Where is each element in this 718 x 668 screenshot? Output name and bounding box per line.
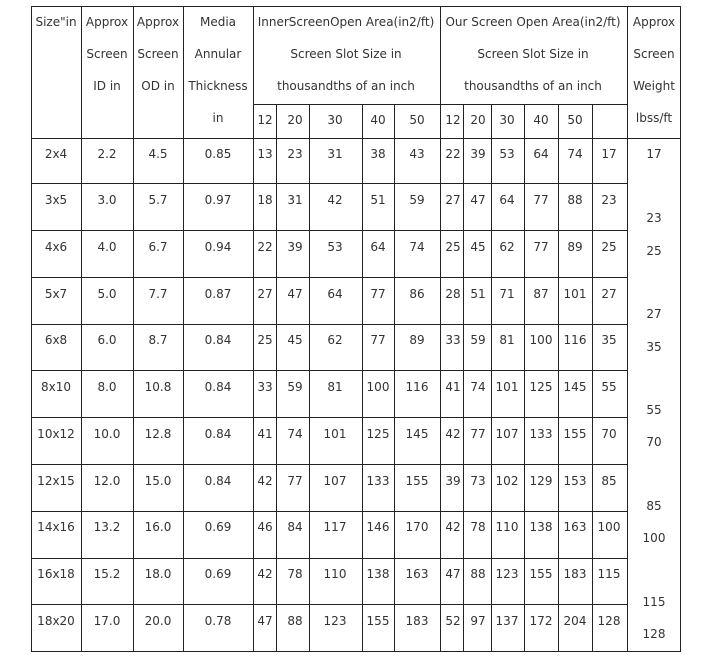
cell-inner-open-area: 43 xyxy=(409,147,425,161)
cell-screen-id: 17.0 xyxy=(93,614,121,628)
cell-our-open-area: 183 xyxy=(563,567,587,581)
cell-our-extra: 85 xyxy=(601,474,617,488)
cell-inner-open-area: 64 xyxy=(370,240,386,254)
cell-inner-open-area: 62 xyxy=(327,333,343,347)
cell-media-thickness: 0.84 xyxy=(204,474,232,488)
screen-weight-header: Screen xyxy=(633,47,675,61)
inner-slot-size-header: 40 xyxy=(370,113,386,127)
cell-our-open-area: 77 xyxy=(533,193,549,207)
media-thickness-header: Media xyxy=(199,15,237,29)
cell-our-open-area: 107 xyxy=(495,427,519,441)
cell-our-open-area: 204 xyxy=(563,614,587,628)
cell-our-open-area: 45 xyxy=(470,240,486,254)
cell-screen-id: 8.0 xyxy=(97,380,117,394)
cell-inner-open-area: 183 xyxy=(405,614,429,628)
cell-our-open-area: 172 xyxy=(529,614,553,628)
slot-column-divider xyxy=(276,104,277,652)
cell-size: 12x15 xyxy=(37,474,75,488)
screen-id-header: Approx xyxy=(85,15,129,29)
cell-size: 8x10 xyxy=(40,380,72,394)
cell-our-extra: 115 xyxy=(597,567,621,581)
cell-inner-open-area: 25 xyxy=(257,333,273,347)
cell-size: 4x6 xyxy=(44,240,68,254)
cell-inner-open-area: 155 xyxy=(366,614,390,628)
cell-our-open-area: 73 xyxy=(470,474,486,488)
cell-screen-weight: 17 xyxy=(646,147,662,161)
cell-screen-id: 4.0 xyxy=(97,240,117,254)
our-open-area-header: Screen Slot Size in xyxy=(477,47,589,61)
cell-inner-open-area: 39 xyxy=(287,240,303,254)
slot-column-divider xyxy=(592,104,593,652)
cell-our-open-area: 64 xyxy=(499,193,515,207)
cell-screen-id: 3.0 xyxy=(97,193,117,207)
cell-screen-weight: 128 xyxy=(642,627,666,641)
screen-od-header: Screen xyxy=(137,47,179,61)
cell-our-open-area: 74 xyxy=(567,147,583,161)
cell-our-open-area: 138 xyxy=(529,520,553,534)
cell-inner-open-area: 163 xyxy=(405,567,429,581)
cell-size: 10x12 xyxy=(37,427,75,441)
media-thickness-header: Annular xyxy=(194,47,242,61)
cell-screen-weight: 100 xyxy=(642,531,666,545)
cell-our-open-area: 155 xyxy=(563,427,587,441)
cell-our-open-area: 125 xyxy=(529,380,553,394)
cell-our-open-area: 47 xyxy=(470,193,486,207)
cell-inner-open-area: 110 xyxy=(323,567,347,581)
cell-our-open-area: 153 xyxy=(563,474,587,488)
cell-our-open-area: 116 xyxy=(563,333,587,347)
cell-our-open-area: 163 xyxy=(563,520,587,534)
slot-column-divider xyxy=(362,104,363,652)
cell-inner-open-area: 116 xyxy=(405,380,429,394)
column-divider xyxy=(680,6,681,652)
cell-screen-od: 7.7 xyxy=(148,287,168,301)
cell-media-thickness: 0.94 xyxy=(204,240,232,254)
cell-inner-open-area: 81 xyxy=(327,380,343,394)
row-divider xyxy=(31,370,628,371)
screen-weight-header: Weight xyxy=(633,79,675,93)
cell-our-open-area: 101 xyxy=(495,380,519,394)
cell-inner-open-area: 77 xyxy=(287,474,303,488)
our-open-area-header: thousandths of an inch xyxy=(464,79,602,93)
column-divider xyxy=(31,6,32,652)
cell-media-thickness: 0.84 xyxy=(204,427,232,441)
column-divider xyxy=(627,6,628,652)
cell-screen-id: 5.0 xyxy=(97,287,117,301)
media-thickness-header: in xyxy=(212,111,224,125)
cell-screen-od: 8.7 xyxy=(148,333,168,347)
media-thickness-header: Thickness xyxy=(188,79,248,93)
cell-our-open-area: 22 xyxy=(445,147,461,161)
cell-size: 6x8 xyxy=(44,333,68,347)
cell-our-extra: 128 xyxy=(597,614,621,628)
cell-inner-open-area: 47 xyxy=(257,614,273,628)
our-slot-size-header: 30 xyxy=(499,113,515,127)
cell-inner-open-area: 33 xyxy=(257,380,273,394)
cell-screen-weight: 35 xyxy=(646,340,662,354)
cell-our-extra: 55 xyxy=(601,380,617,394)
cell-inner-open-area: 64 xyxy=(327,287,343,301)
cell-our-extra: 25 xyxy=(601,240,617,254)
slot-column-divider xyxy=(558,104,559,652)
row-divider xyxy=(31,511,628,512)
cell-inner-open-area: 133 xyxy=(366,474,390,488)
row-divider xyxy=(31,464,628,465)
inner-slot-size-header: 50 xyxy=(409,113,425,127)
cell-our-open-area: 27 xyxy=(445,193,461,207)
screen-weight-header: Approx xyxy=(632,15,676,29)
cell-our-open-area: 62 xyxy=(499,240,515,254)
cell-inner-open-area: 77 xyxy=(370,287,386,301)
cell-our-open-area: 64 xyxy=(533,147,549,161)
cell-inner-open-area: 31 xyxy=(327,147,343,161)
cell-media-thickness: 0.87 xyxy=(204,287,232,301)
cell-inner-open-area: 145 xyxy=(405,427,429,441)
cell-inner-open-area: 138 xyxy=(366,567,390,581)
cell-size: 16x18 xyxy=(37,567,75,581)
cell-inner-open-area: 23 xyxy=(287,147,303,161)
cell-inner-open-area: 101 xyxy=(323,427,347,441)
cell-our-open-area: 42 xyxy=(445,520,461,534)
inner-open-area-header: Screen Slot Size in xyxy=(290,47,402,61)
cell-inner-open-area: 59 xyxy=(287,380,303,394)
cell-our-open-area: 28 xyxy=(445,287,461,301)
cell-our-open-area: 77 xyxy=(533,240,549,254)
cell-our-open-area: 59 xyxy=(470,333,486,347)
cell-media-thickness: 0.78 xyxy=(204,614,232,628)
cell-our-open-area: 51 xyxy=(470,287,486,301)
cell-media-thickness: 0.85 xyxy=(204,147,232,161)
cell-our-open-area: 25 xyxy=(445,240,461,254)
cell-screen-id: 13.2 xyxy=(93,520,121,534)
cell-our-open-area: 87 xyxy=(533,287,549,301)
cell-inner-open-area: 13 xyxy=(257,147,273,161)
cell-our-open-area: 74 xyxy=(470,380,486,394)
cell-our-open-area: 110 xyxy=(495,520,519,534)
cell-our-open-area: 145 xyxy=(563,380,587,394)
cell-inner-open-area: 170 xyxy=(405,520,429,534)
screen-od-header: Approx xyxy=(136,15,180,29)
cell-our-extra: 23 xyxy=(601,193,617,207)
slot-column-divider xyxy=(394,104,395,652)
row-divider xyxy=(31,183,628,184)
cell-our-open-area: 33 xyxy=(445,333,461,347)
cell-our-open-area: 88 xyxy=(567,193,583,207)
row-divider xyxy=(31,558,628,559)
inner-slot-size-header: 20 xyxy=(287,113,303,127)
cell-size: 18x20 xyxy=(37,614,75,628)
cell-inner-open-area: 77 xyxy=(370,333,386,347)
slot-column-divider xyxy=(309,104,310,652)
our-slot-size-header: 20 xyxy=(470,113,486,127)
cell-inner-open-area: 18 xyxy=(257,193,273,207)
cell-screen-weight: 27 xyxy=(646,307,662,321)
cell-inner-open-area: 78 xyxy=(287,567,303,581)
cell-inner-open-area: 86 xyxy=(409,287,425,301)
column-divider xyxy=(183,6,184,652)
our-slot-size-header: 50 xyxy=(567,113,583,127)
cell-screen-weight: 70 xyxy=(646,435,662,449)
cell-screen-id: 2.2 xyxy=(97,147,117,161)
cell-screen-weight: 115 xyxy=(642,595,666,609)
cell-screen-weight: 85 xyxy=(646,499,662,513)
cell-size: 5x7 xyxy=(44,287,68,301)
row-divider xyxy=(31,604,628,605)
screen-id-header: ID in xyxy=(93,79,121,93)
cell-our-open-area: 41 xyxy=(445,380,461,394)
cell-inner-open-area: 74 xyxy=(409,240,425,254)
row-divider xyxy=(31,651,681,652)
inner-open-area-header: thousandths of an inch xyxy=(277,79,415,93)
cell-our-open-area: 137 xyxy=(495,614,519,628)
cell-inner-open-area: 41 xyxy=(257,427,273,441)
cell-screen-weight: 23 xyxy=(646,211,662,225)
cell-screen-id: 15.2 xyxy=(93,567,121,581)
cell-screen-od: 20.0 xyxy=(144,614,172,628)
cell-inner-open-area: 84 xyxy=(287,520,303,534)
cell-our-open-area: 97 xyxy=(470,614,486,628)
cell-inner-open-area: 42 xyxy=(257,474,273,488)
cell-our-open-area: 100 xyxy=(529,333,553,347)
cell-screen-od: 16.0 xyxy=(144,520,172,534)
cell-media-thickness: 0.97 xyxy=(204,193,232,207)
screen-weight-header: lbss/ft xyxy=(635,111,673,125)
cell-inner-open-area: 42 xyxy=(327,193,343,207)
cell-our-open-area: 129 xyxy=(529,474,553,488)
row-divider xyxy=(31,324,628,325)
column-divider xyxy=(81,6,82,652)
cell-our-open-area: 47 xyxy=(445,567,461,581)
cell-screen-od: 12.8 xyxy=(144,427,172,441)
cell-our-open-area: 71 xyxy=(499,287,515,301)
slot-column-divider xyxy=(524,104,525,652)
cell-our-open-area: 88 xyxy=(470,567,486,581)
cell-inner-open-area: 107 xyxy=(323,474,347,488)
cell-inner-open-area: 38 xyxy=(370,147,386,161)
cell-screen-od: 4.5 xyxy=(148,147,168,161)
our-open-area-header: Our Screen Open Area(in2/ft) xyxy=(445,15,621,29)
cell-media-thickness: 0.84 xyxy=(204,333,232,347)
cell-our-open-area: 81 xyxy=(499,333,515,347)
cell-our-extra: 27 xyxy=(601,287,617,301)
cell-screen-od: 5.7 xyxy=(148,193,168,207)
cell-our-open-area: 53 xyxy=(499,147,515,161)
cell-size: 2x4 xyxy=(44,147,68,161)
cell-our-extra: 17 xyxy=(601,147,617,161)
slot-column-divider xyxy=(463,104,464,652)
cell-screen-weight: 55 xyxy=(646,403,662,417)
size-header: Size"in xyxy=(35,15,77,29)
cell-our-open-area: 133 xyxy=(529,427,553,441)
cell-our-open-area: 52 xyxy=(445,614,461,628)
cell-our-open-area: 42 xyxy=(445,427,461,441)
row-divider xyxy=(31,277,628,278)
column-divider xyxy=(253,6,254,652)
cell-screen-od: 15.0 xyxy=(144,474,172,488)
cell-screen-weight: 25 xyxy=(646,244,662,258)
cell-inner-open-area: 45 xyxy=(287,333,303,347)
cell-our-extra: 70 xyxy=(601,427,617,441)
cell-inner-open-area: 155 xyxy=(405,474,429,488)
cell-media-thickness: 0.84 xyxy=(204,380,232,394)
cell-our-open-area: 123 xyxy=(495,567,519,581)
cell-screen-od: 6.7 xyxy=(148,240,168,254)
row-divider xyxy=(31,417,628,418)
column-divider xyxy=(440,6,441,652)
cell-inner-open-area: 59 xyxy=(409,193,425,207)
inner-slot-size-header: 30 xyxy=(327,113,343,127)
cell-our-open-area: 78 xyxy=(470,520,486,534)
cell-inner-open-area: 51 xyxy=(370,193,386,207)
cell-size: 3x5 xyxy=(44,193,68,207)
cell-our-open-area: 39 xyxy=(445,474,461,488)
cell-inner-open-area: 88 xyxy=(287,614,303,628)
cell-media-thickness: 0.69 xyxy=(204,520,232,534)
cell-our-open-area: 102 xyxy=(495,474,519,488)
screen-od-header: OD in xyxy=(141,79,175,93)
cell-inner-open-area: 22 xyxy=(257,240,273,254)
cell-our-open-area: 89 xyxy=(567,240,583,254)
cell-inner-open-area: 117 xyxy=(323,520,347,534)
screen-id-header: Screen xyxy=(86,47,128,61)
inner-open-area-header: InnerScreenOpen Area(in2/ft) xyxy=(257,15,435,29)
cell-our-open-area: 39 xyxy=(470,147,486,161)
cell-screen-od: 18.0 xyxy=(144,567,172,581)
cell-our-extra: 35 xyxy=(601,333,617,347)
row-divider xyxy=(31,230,628,231)
cell-screen-id: 6.0 xyxy=(97,333,117,347)
cell-inner-open-area: 27 xyxy=(257,287,273,301)
cell-our-open-area: 101 xyxy=(563,287,587,301)
cell-inner-open-area: 89 xyxy=(409,333,425,347)
cell-media-thickness: 0.69 xyxy=(204,567,232,581)
cell-inner-open-area: 146 xyxy=(366,520,390,534)
cell-inner-open-area: 31 xyxy=(287,193,303,207)
table-border-top xyxy=(31,6,681,7)
our-slot-size-header: 40 xyxy=(533,113,549,127)
column-divider xyxy=(133,6,134,652)
cell-our-open-area: 77 xyxy=(470,427,486,441)
inner-slot-size-header: 12 xyxy=(257,113,273,127)
cell-our-extra: 100 xyxy=(597,520,621,534)
cell-inner-open-area: 42 xyxy=(257,567,273,581)
cell-our-open-area: 155 xyxy=(529,567,553,581)
slot-column-divider xyxy=(491,104,492,652)
row-divider xyxy=(31,138,681,139)
cell-inner-open-area: 74 xyxy=(287,427,303,441)
cell-inner-open-area: 123 xyxy=(323,614,347,628)
our-slot-size-header: 12 xyxy=(445,113,461,127)
cell-inner-open-area: 125 xyxy=(366,427,390,441)
cell-inner-open-area: 46 xyxy=(257,520,273,534)
cell-screen-id: 12.0 xyxy=(93,474,121,488)
cell-size: 14x16 xyxy=(37,520,75,534)
cell-inner-open-area: 47 xyxy=(287,287,303,301)
cell-inner-open-area: 100 xyxy=(366,380,390,394)
cell-inner-open-area: 53 xyxy=(327,240,343,254)
cell-screen-od: 10.8 xyxy=(144,380,172,394)
cell-screen-id: 10.0 xyxy=(93,427,121,441)
